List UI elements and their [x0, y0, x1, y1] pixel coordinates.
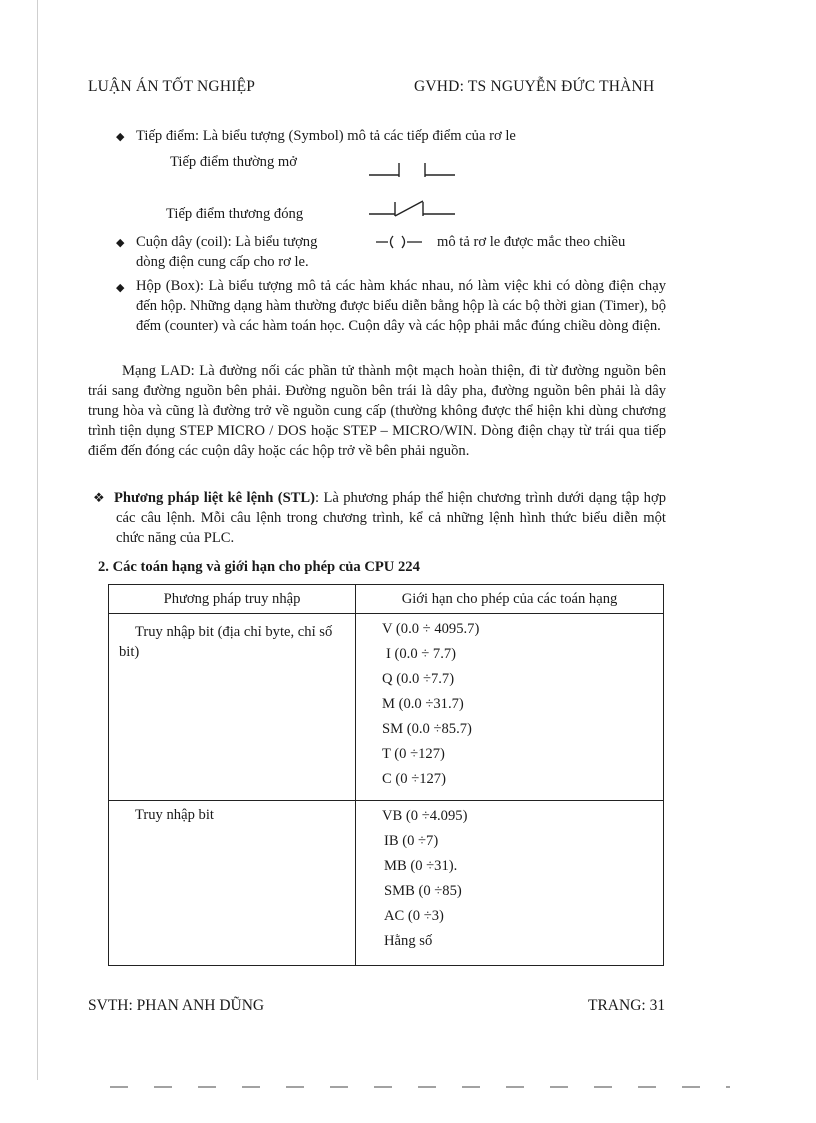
coil-symbol-icon — [374, 234, 426, 250]
footer-page-number: TRANG: 31 — [588, 997, 666, 1014]
limit-item: VB (0 ÷4.095) — [382, 808, 468, 824]
limit-item: IB (0 ÷7) — [384, 833, 439, 849]
binding-margin-line — [37, 0, 38, 1080]
limit-item: MB (0 ÷31). — [384, 858, 458, 874]
row1-access-cell — [109, 614, 356, 801]
table-header-row — [109, 585, 664, 614]
no-contact-label: Tiếp điểm thường mở — [170, 154, 297, 170]
table-header-access: Phương pháp truy nhập — [109, 585, 356, 614]
row2-access-cell — [109, 801, 356, 966]
ladder-contact-symbols — [365, 155, 465, 233]
contact-bullet: Tiếp điểm: Là biểu tượng (Symbol) mô tả các tiếp điểm của rơ le — [136, 128, 516, 144]
coil-bullet-end: mô tả rơ le được mắc theo chiều — [437, 234, 626, 250]
normally-closed-contact-icon — [369, 201, 455, 216]
limit-item: C (0 ÷127) — [382, 771, 446, 787]
footer-student: SVTH: PHAN ANH DŨNG — [88, 997, 265, 1014]
stl-paragraph — [116, 488, 666, 548]
stl-body: : Là phương pháp thể hiện chương trình dưới dạng tập hợp các câu lệnh. Mỗi câu lệnh trong chương trình, kể cả những lệnh hình thức biểu diễn một chức năng của PLC. — [116, 490, 666, 546]
limit-item: AC (0 ÷3) — [384, 908, 444, 924]
limit-item: T (0 ÷127) — [382, 746, 445, 762]
header-title: LUẬN ÁN TỐT NGHIỆP — [88, 78, 256, 95]
coil-bullet-start: Cuộn dây (coil): Là biểu tượng — [136, 234, 318, 250]
row1-limits-cell — [356, 614, 664, 801]
scan-dash-artifacts — [110, 1086, 730, 1088]
row2-access-text: Truy nhập bit — [135, 807, 214, 823]
limit-item: Hằng số — [384, 933, 433, 949]
diamond-bullet-icon: ◆ — [116, 282, 125, 294]
stl-title: Phương pháp liệt kê lệnh (STL) — [114, 490, 316, 506]
table-row — [109, 801, 664, 966]
limit-item: M (0.0 ÷31.7) — [382, 696, 464, 712]
box-bullet: Hộp (Box): Là biểu tượng mô tả các hàm khác nhau, nó làm việc khi có dòng điện chạy đến hộp. Những dạng hàm thường được biểu diễn bằng hộp là các bộ thời gian (Timer), bộ đếm (counter) và các hàm toán học. Cuộn dây và các hộp phải mắc đúng chiều dòng điện. — [136, 278, 666, 334]
limit-item: Q (0.0 ÷7.7) — [382, 671, 455, 687]
section-title: 2. Các toán hạng và giới hạn cho phép của CPU 224 — [98, 559, 420, 575]
coil-bullet-cont: dòng điện cung cấp cho rơ le. — [136, 254, 309, 270]
row1-access-text: Truy nhập bit (địa chỉ byte, chỉ số bit) — [119, 624, 333, 660]
lad-network-paragraph: Mạng LAD: Là đường nối các phần tử thành một mạch hoàn thiện, đi từ đường nguồn bên trái sang đường nguồn bên phải. Đường nguồn bên trái là dây pha, đường nguồn bên phải là dây trung hòa và cũng là đường trở về nguồn cung cấp (thường không được thể hiện khi dùng chương trình tiện dụng STEP MICRO / DOS hoặc STEP – MICRO/WIN. Dòng điện chạy từ trái qua tiếp điểm đến đóng các cuộn dây hoặc các hộp trở về bên phải nguồn. — [88, 363, 666, 459]
limit-item: SM (0.0 ÷85.7) — [382, 721, 472, 737]
nc-contact-label: Tiếp điểm thương đóng — [166, 206, 304, 222]
table-header-limits: Giới hạn cho phép của các toán hạng — [356, 585, 664, 614]
diamond-bullet-icon: ◆ — [116, 237, 125, 249]
limit-item: V (0.0 ÷ 4095.7) — [382, 621, 480, 637]
limit-item: I (0.0 ÷ 7.7) — [386, 646, 457, 662]
limit-item: SMB (0 ÷85) — [384, 883, 462, 899]
sparkle-bullet-icon: ❖ — [93, 490, 105, 505]
diamond-bullet-icon: ◆ — [116, 131, 125, 143]
normally-open-contact-icon — [369, 163, 455, 177]
operand-limits-table — [108, 584, 664, 966]
row2-limits-cell — [356, 801, 664, 966]
table-row — [109, 614, 664, 801]
header-advisor: GVHD: TS NGUYỄN ĐỨC THÀNH — [414, 78, 655, 95]
